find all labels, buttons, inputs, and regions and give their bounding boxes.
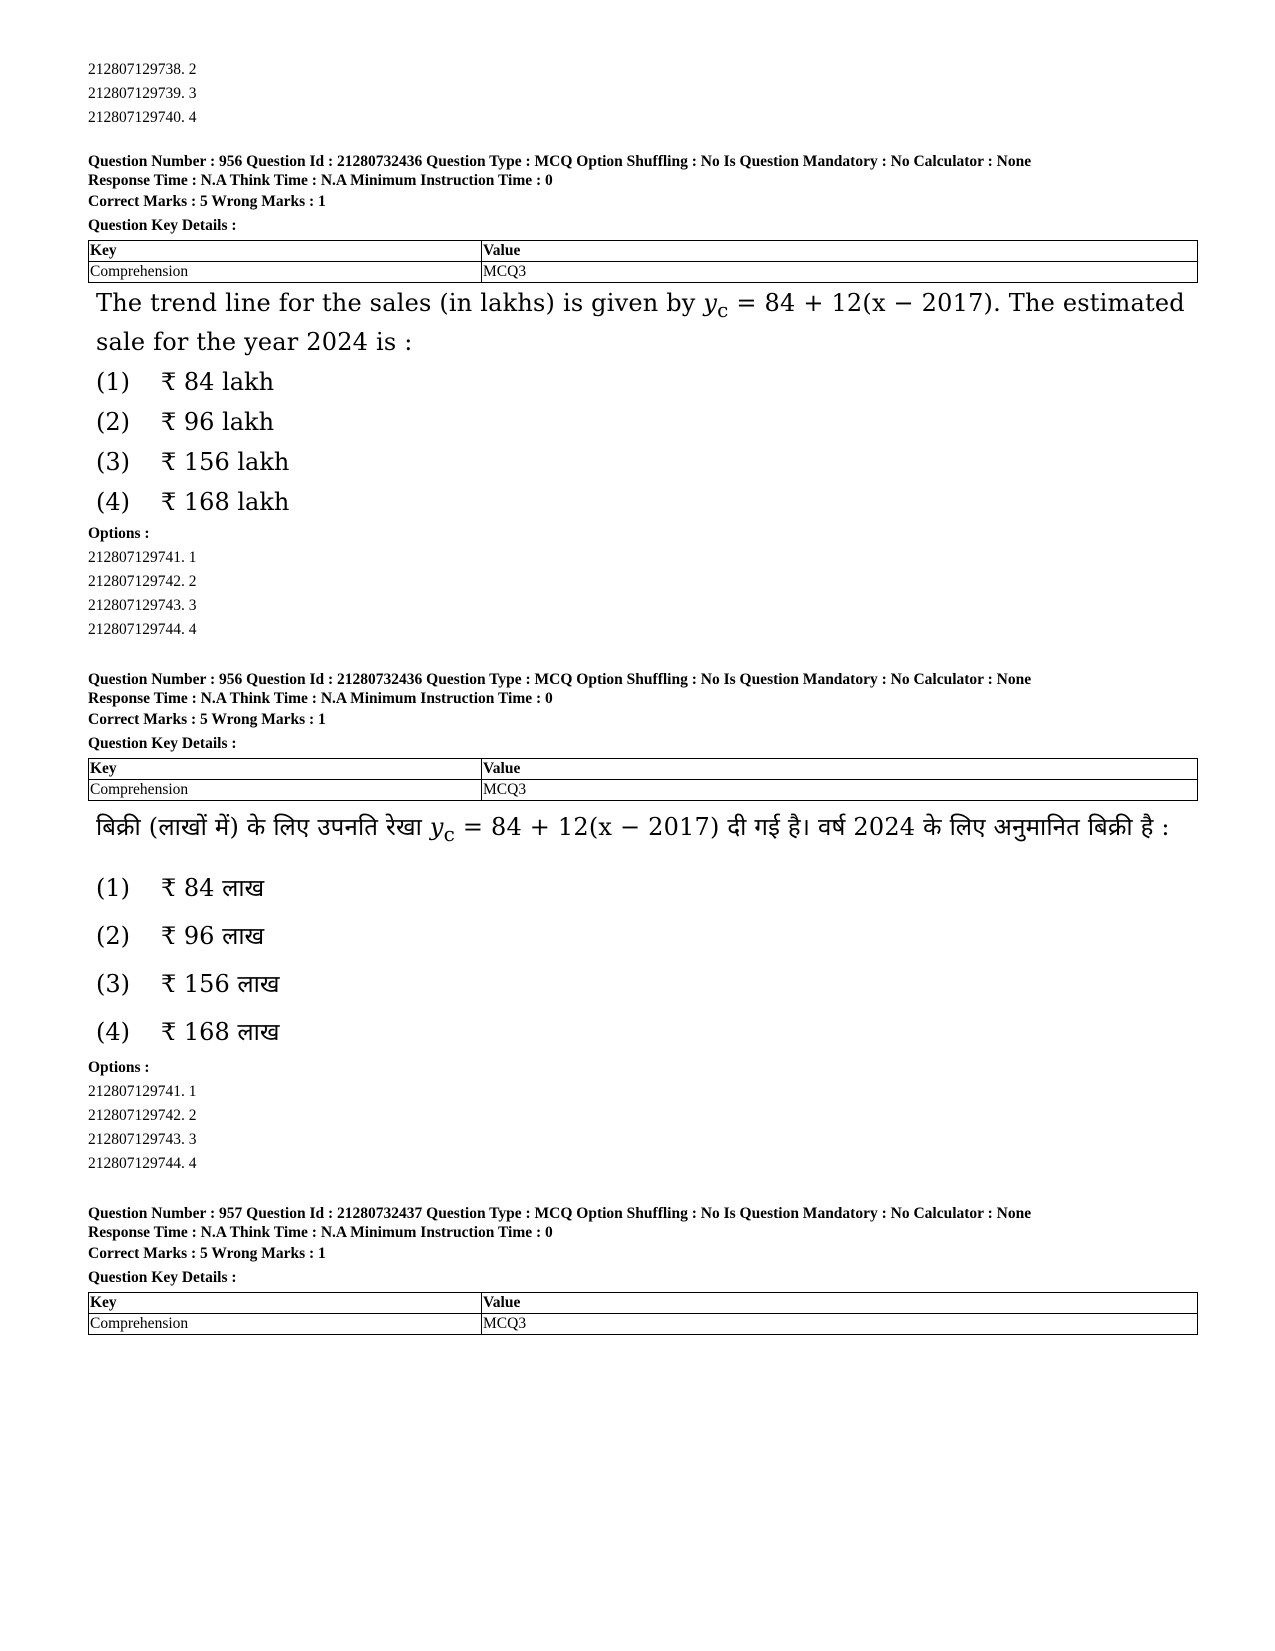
question-header-line2: Response Time : N.A Think Time : N.A Minimum Instruction Time : 0 bbox=[88, 689, 553, 707]
marks-line: Correct Marks : 5 Wrong Marks : 1 bbox=[88, 193, 326, 210]
option-line: 212807129744. 4 bbox=[88, 620, 197, 638]
key-value-table bbox=[88, 758, 1198, 801]
equation-rest: = 84 + 12(x − 2017) bbox=[455, 812, 720, 841]
option-line: 212807129743. 3 bbox=[88, 596, 197, 614]
answer-choice bbox=[96, 362, 1198, 402]
question-text-before: The trend line for the sales (in lakhs) is given by bbox=[96, 289, 704, 317]
choice-text: ₹ 156 लाख bbox=[161, 969, 280, 998]
key-header: Key bbox=[89, 758, 482, 779]
question-block-956-hi bbox=[88, 670, 1198, 1176]
options-label: Options : bbox=[88, 524, 150, 542]
options-label: Options : bbox=[88, 1058, 150, 1076]
choice-text: ₹ 96 lakh bbox=[161, 407, 275, 436]
choice-number: (2) bbox=[96, 921, 130, 950]
key-details-label: Question Key Details : bbox=[88, 1268, 237, 1286]
key-details-label: Question Key Details : bbox=[88, 217, 237, 234]
answer-choices bbox=[88, 362, 1198, 522]
answer-choice bbox=[96, 960, 1198, 1008]
answer-choice bbox=[96, 1008, 1198, 1056]
document-page bbox=[88, 58, 1198, 1339]
answer-choice bbox=[96, 482, 1198, 522]
choice-text: ₹ 84 लाख bbox=[161, 873, 265, 902]
key-header: Key bbox=[89, 1292, 482, 1313]
question-text-before: बिक्री (लाखों में) के लिए उपनति रेखा bbox=[96, 812, 430, 841]
marks-line: Correct Marks : 5 Wrong Marks : 1 bbox=[88, 1244, 326, 1262]
value-cell: MCQ3 bbox=[482, 779, 1198, 800]
option-line: 212807129741. 1 bbox=[88, 548, 197, 566]
option-line: 212807129738. 2 bbox=[88, 61, 197, 78]
question-text-after: दी गई है। वर्ष 2024 के लिए अनुमानित बिक्री है : bbox=[719, 812, 1170, 841]
option-line: 212807129740. 4 bbox=[88, 109, 197, 126]
choice-text: ₹ 168 lakh bbox=[161, 487, 290, 516]
option-line: 212807129741. 1 bbox=[88, 1082, 197, 1100]
equation-variable: y bbox=[703, 289, 718, 317]
choice-number: (2) bbox=[96, 407, 130, 436]
question-block-957 bbox=[88, 1204, 1198, 1335]
answer-choice bbox=[96, 442, 1198, 482]
key-details-label: Question Key Details : bbox=[88, 734, 237, 752]
question-header-line2: Response Time : N.A Think Time : N.A Minimum Instruction Time : 0 bbox=[88, 172, 553, 189]
question-text bbox=[96, 811, 1198, 850]
value-cell: MCQ3 bbox=[482, 262, 1198, 283]
equation-subscript: c bbox=[717, 297, 729, 322]
choice-number: (3) bbox=[96, 447, 130, 476]
key-value-table bbox=[88, 1292, 1198, 1335]
equation-subscript: c bbox=[443, 821, 456, 846]
question-text-after: The estimated sale for the year 2024 is : bbox=[96, 289, 1185, 356]
question-text bbox=[96, 287, 1198, 358]
top-options-list bbox=[88, 58, 1198, 130]
question-header-line1: Question Number : 956 Question Id : 21280732436 Question Type : MCQ Option Shuffling : No Is Question Mandatory : No Calculator : None bbox=[88, 153, 1032, 170]
key-value-table bbox=[88, 240, 1198, 283]
answer-choice bbox=[96, 402, 1198, 442]
answer-choice bbox=[96, 864, 1198, 912]
value-header: Value bbox=[482, 758, 1198, 779]
key-cell: Comprehension bbox=[89, 1313, 482, 1334]
equation-variable: y bbox=[429, 812, 444, 841]
key-header: Key bbox=[89, 241, 482, 262]
value-header: Value bbox=[482, 1292, 1198, 1313]
choice-number: (1) bbox=[96, 367, 130, 396]
answer-choice bbox=[96, 912, 1198, 960]
value-header: Value bbox=[482, 241, 1198, 262]
option-line: 212807129739. 3 bbox=[88, 85, 197, 102]
choice-text: ₹ 156 lakh bbox=[161, 447, 290, 476]
question-header-line2: Response Time : N.A Think Time : N.A Minimum Instruction Time : 0 bbox=[88, 1223, 553, 1241]
question-block-956-en bbox=[88, 152, 1198, 642]
choice-number: (1) bbox=[96, 873, 130, 902]
choice-text: ₹ 96 लाख bbox=[161, 921, 265, 950]
choice-number: (4) bbox=[96, 1017, 130, 1046]
marks-line: Correct Marks : 5 Wrong Marks : 1 bbox=[88, 710, 326, 728]
question-header-line1: Question Number : 956 Question Id : 21280732436 Question Type : MCQ Option Shuffling : No Is Question Mandatory : No Calculator : None bbox=[88, 670, 1032, 688]
choice-text: ₹ 168 लाख bbox=[161, 1017, 280, 1046]
option-line: 212807129742. 2 bbox=[88, 1106, 197, 1124]
value-cell: MCQ3 bbox=[482, 1313, 1198, 1334]
equation-rest: = 84 + 12(x − 2017). bbox=[728, 289, 1001, 317]
key-cell: Comprehension bbox=[89, 779, 482, 800]
option-line: 212807129742. 2 bbox=[88, 572, 197, 590]
choice-number: (4) bbox=[96, 487, 130, 516]
option-line: 212807129744. 4 bbox=[88, 1154, 197, 1172]
answer-choices bbox=[88, 864, 1198, 1056]
key-cell: Comprehension bbox=[89, 262, 482, 283]
choice-number: (3) bbox=[96, 969, 130, 998]
option-line: 212807129743. 3 bbox=[88, 1130, 197, 1148]
question-header-line1: Question Number : 957 Question Id : 21280732437 Question Type : MCQ Option Shuffling : No Is Question Mandatory : No Calculator : None bbox=[88, 1204, 1032, 1222]
choice-text: ₹ 84 lakh bbox=[161, 367, 275, 396]
